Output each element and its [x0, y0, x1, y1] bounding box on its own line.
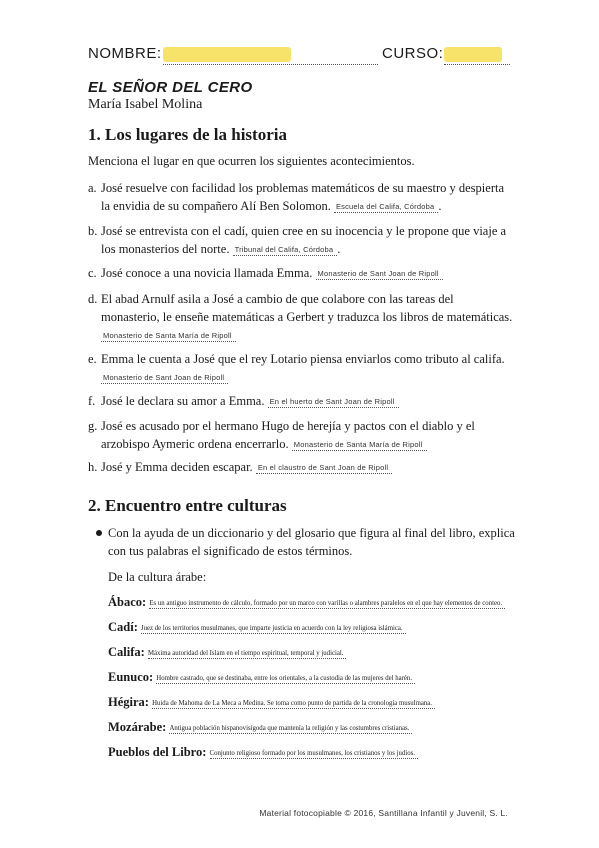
item-label: a.: [88, 181, 97, 195]
answer-field[interactable]: Monasterio de Santa María de Ripoll: [292, 440, 427, 451]
item-text: Emma le cuenta a José que el rey Lotario piensa enviarlos como tributo al califa.: [101, 352, 505, 366]
item-label: d.: [88, 292, 98, 306]
definition-field[interactable]: Juez de los territorios musulmanes, que imparte justicia en acuerdo con la ley religiosa islámica.: [141, 624, 406, 634]
list-item: [88, 392, 513, 410]
answer-field[interactable]: En el claustro de Sant Joan de Ripoll: [256, 463, 392, 474]
glossary-term: Hégira:: [108, 695, 149, 709]
name-field[interactable]: [163, 58, 378, 65]
section2-instruction: Con la ayuda de un diccionario y del glosario que figura al final del libro, explica con tus palabras el significado de estos términos.: [108, 526, 515, 558]
glossary-term: Califa:: [108, 645, 145, 659]
glossary-term: Eunuco:: [108, 670, 154, 684]
glossary-row: [108, 720, 518, 736]
list-item: [88, 417, 513, 453]
item-text: El abad Arnulf asila a José a cambio de que colabore con las tareas del monasterio, le enseñe matemáticas a Gerbert y traduzca los libros de matemáticas.: [101, 292, 513, 324]
name-label: NOMBRE:: [88, 45, 162, 62]
glossary-row: [108, 595, 518, 611]
course-label: CURSO:: [382, 45, 444, 62]
book-author: María Isabel Molina: [88, 97, 203, 112]
glossary-term: Mozárabe:: [108, 720, 167, 734]
answer-field[interactable]: Tribunal del Califa, Córdoba: [233, 245, 338, 256]
list-item: a. José resuelve con facilidad los problemas matemáticos de su maestro y despierta la envidia de su compañero Alí Ben Solomon. Escuela del Califa, Córdoba .: [88, 181, 504, 213]
item-label: b.: [88, 224, 98, 238]
section2-heading: 2. Encuentro entre culturas: [88, 496, 287, 515]
item-text: José y Emma deciden escapar.: [101, 460, 253, 474]
definition-field[interactable]: Es un antiguo instrumento de cálculo, formado por un marco con varillas o alambres paralelos en el que hay elementos de conteo.: [149, 599, 505, 609]
definition-field[interactable]: Antigua población hispanovisigoda que mantenía la religión y las costumbres cristianas.: [169, 724, 412, 734]
glossary-row: [108, 645, 518, 661]
glossary-row: [108, 745, 518, 761]
footer-copyright: Material fotocopiable © 2016, Santillana Infantil y Juvenil, S. L.: [259, 808, 508, 818]
header-fields: [88, 45, 513, 67]
definition-field[interactable]: Conjunto religioso formado por los musulmanes, los cristianos y los judíos.: [210, 749, 418, 759]
answer-field[interactable]: En el huerto de Sant Joan de Ripoll: [268, 397, 399, 408]
item-label: f.: [88, 394, 96, 408]
definition-field[interactable]: Huida de Mahoma de La Meca a Medina. Se toma como punto de partida de la cronología musulmana.: [152, 699, 435, 709]
list-item: [88, 290, 513, 344]
item-text: José se entrevista con el cadí, quien cree en su inocencia y le propone que viaje a los monasterios del norte.: [101, 224, 507, 256]
answer-field[interactable]: Monasterio de Sant Joan de Ripoll: [101, 373, 228, 384]
item-label: c.: [88, 266, 97, 280]
item-label: e.: [88, 352, 97, 366]
item-text: José es acusado por el hermano Hugo de herejía y pactos con el diablo y el arzobispo Aymeric ordena encerrarlo.: [101, 419, 475, 451]
course-field[interactable]: [444, 58, 510, 65]
answer-field[interactable]: Escuela del Califa, Córdoba: [334, 202, 438, 213]
list-item: b. José se entrevista con el cadí, quien cree en su inocencia y le propone que viaje a los monasterios del norte. Tribunal del Califa, Córdoba .: [88, 224, 507, 256]
definition-field[interactable]: Máxima autoridad del Islam en el tiempo espiritual, temporal y judicial.: [148, 649, 347, 659]
glossary-term: Cadí:: [108, 620, 138, 634]
item-text: José le declara su amor a Emma.: [101, 394, 265, 408]
section1-intro: Menciona el lugar en que ocurren los siguientes acontecimientos.: [88, 154, 415, 168]
item-text: José resuelve con facilidad los problemas matemáticos de su maestro y despierta la envidia de su compañero Alí Ben Solomon.: [101, 181, 504, 213]
item-label: h.: [88, 460, 98, 474]
item-text: José conoce a una novicia llamada Emma.: [101, 266, 313, 280]
definition-field[interactable]: Hombre castrado, que se destinaba, entre los orientales, a la custodia de las mujeres del harén.: [156, 674, 415, 684]
book-title: EL SEÑOR DEL CERO: [88, 79, 253, 96]
glossary-term: Ábaco:: [108, 595, 147, 609]
answer-field[interactable]: Monasterio de Sant Joan de Ripoll: [316, 269, 443, 280]
glossary-row: [108, 695, 518, 711]
subheading-arab-culture: De la cultura árabe:: [108, 570, 207, 584]
glossary-row: [108, 670, 518, 686]
section1-heading: 1. Los lugares de la historia: [88, 125, 287, 144]
list-item: [88, 350, 513, 386]
glossary-row: [108, 620, 518, 636]
bullet-icon: [96, 530, 102, 536]
list-item: [88, 264, 513, 282]
item-label: g.: [88, 419, 98, 433]
glossary-term: Pueblos del Libro:: [108, 745, 207, 759]
answer-field[interactable]: Monasterio de Santa María de Ripoll: [101, 331, 236, 342]
list-item: [88, 458, 513, 476]
